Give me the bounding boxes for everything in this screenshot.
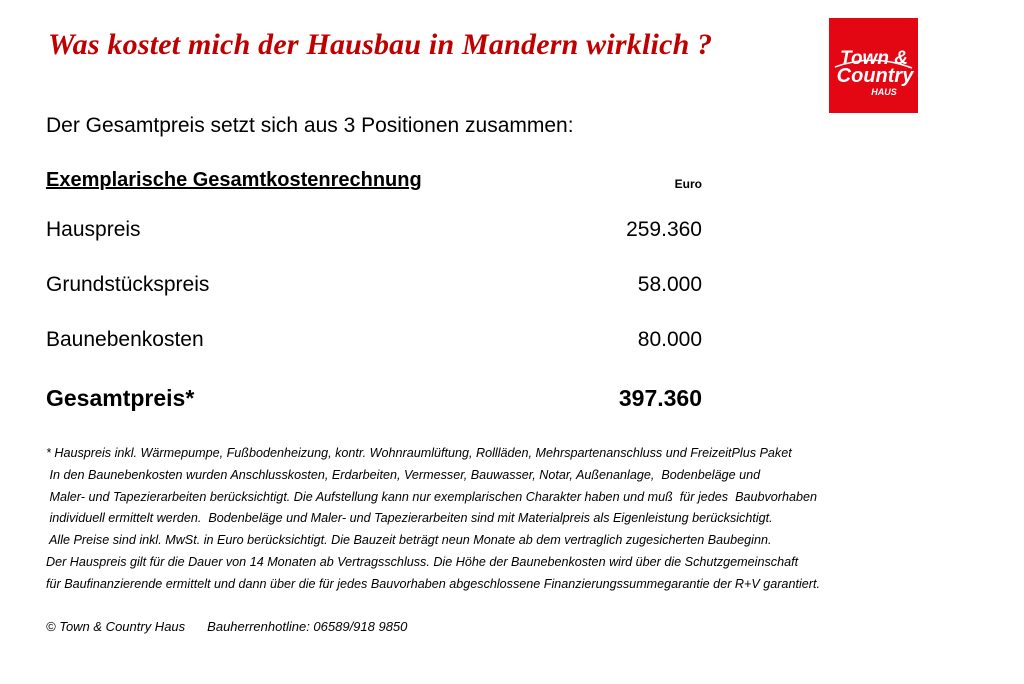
logo-line-2: Country <box>836 65 914 87</box>
page-title: Was kostet mich der Hausbau in Mandern wirklich ? <box>48 28 713 61</box>
footnote-line: In den Baunebenkosten wurden Anschlusskosten, Erdarbeiten, Vermesser, Bauwasser, Notar, Außenanlage, Bodenbeläge und <box>46 467 761 482</box>
row-value-grundstueckspreis: 58.000 <box>637 273 702 296</box>
total-value: 397.360 <box>618 385 702 411</box>
footnote-line: Maler- und Tapezierarbeiten berücksichtigt. Die Aufstellung kann nur exemplarischen Charakter haben und muß für jedes Baubvorhaben <box>46 489 817 504</box>
currency-label: Euro <box>674 177 702 191</box>
logo-line-3: HAUS <box>871 87 897 97</box>
town-country-logo <box>829 18 918 113</box>
row-value-hauspreis: 259.360 <box>626 218 702 241</box>
footnote-line: für Baufinanzierende ermittelt und dann über die für jedes Bauvorhaben abgeschlossene Finanzierungssummegarantie der R+V garantiert. <box>46 576 820 591</box>
logo-graphic <box>829 18 918 113</box>
row-label-grundstueckspreis: Grundstückspreis <box>46 273 210 296</box>
footnote-line: individuell ermittelt werden. Bodenbeläge und Maler- und Tapezierarbeiten sind mit Materialpreis als Eigenleistung berücksichtigt. <box>46 511 773 526</box>
footnote-line: * Hauspreis inkl. Wärmepumpe, Fußbodenheizung, kontr. Wohnraumlüftung, Rollläden, Mehrspartenanschluss und FreizeitPlus Paket <box>46 446 792 460</box>
logo-line-1: Town & <box>840 48 908 69</box>
row-label-baunebenkosten: Baunebenkosten <box>46 328 204 351</box>
row-value-baunebenkosten: 80.000 <box>637 328 702 351</box>
footnote-line: Der Hauspreis gilt für die Dauer von 14 Monaten ab Vertragsschluss. Die Höhe der Baunebenkosten wird über die Schutzgemeinschaft <box>46 554 799 569</box>
footnotes <box>46 443 1006 596</box>
footer <box>46 619 407 634</box>
total-label: Gesamtpreis* <box>46 385 195 411</box>
footnote-line: Alle Preise sind inkl. MwSt. in Euro berücksichtigt. Die Bauzeit beträgt neun Monate ab dem vertraglich zugesicherten Baubeginn. <box>46 533 772 548</box>
intro-text: Der Gesamtpreis setzt sich aus 3 Positionen zusammen: <box>46 114 574 137</box>
row-label-hauspreis: Hauspreis <box>46 218 141 241</box>
copyright: © Town & Country Haus <box>46 619 186 634</box>
hotline: Bauherrenhotline: 06589/918 9850 <box>207 619 408 634</box>
table-heading: Exemplarische Gesamtkostenrechnung <box>46 169 422 191</box>
